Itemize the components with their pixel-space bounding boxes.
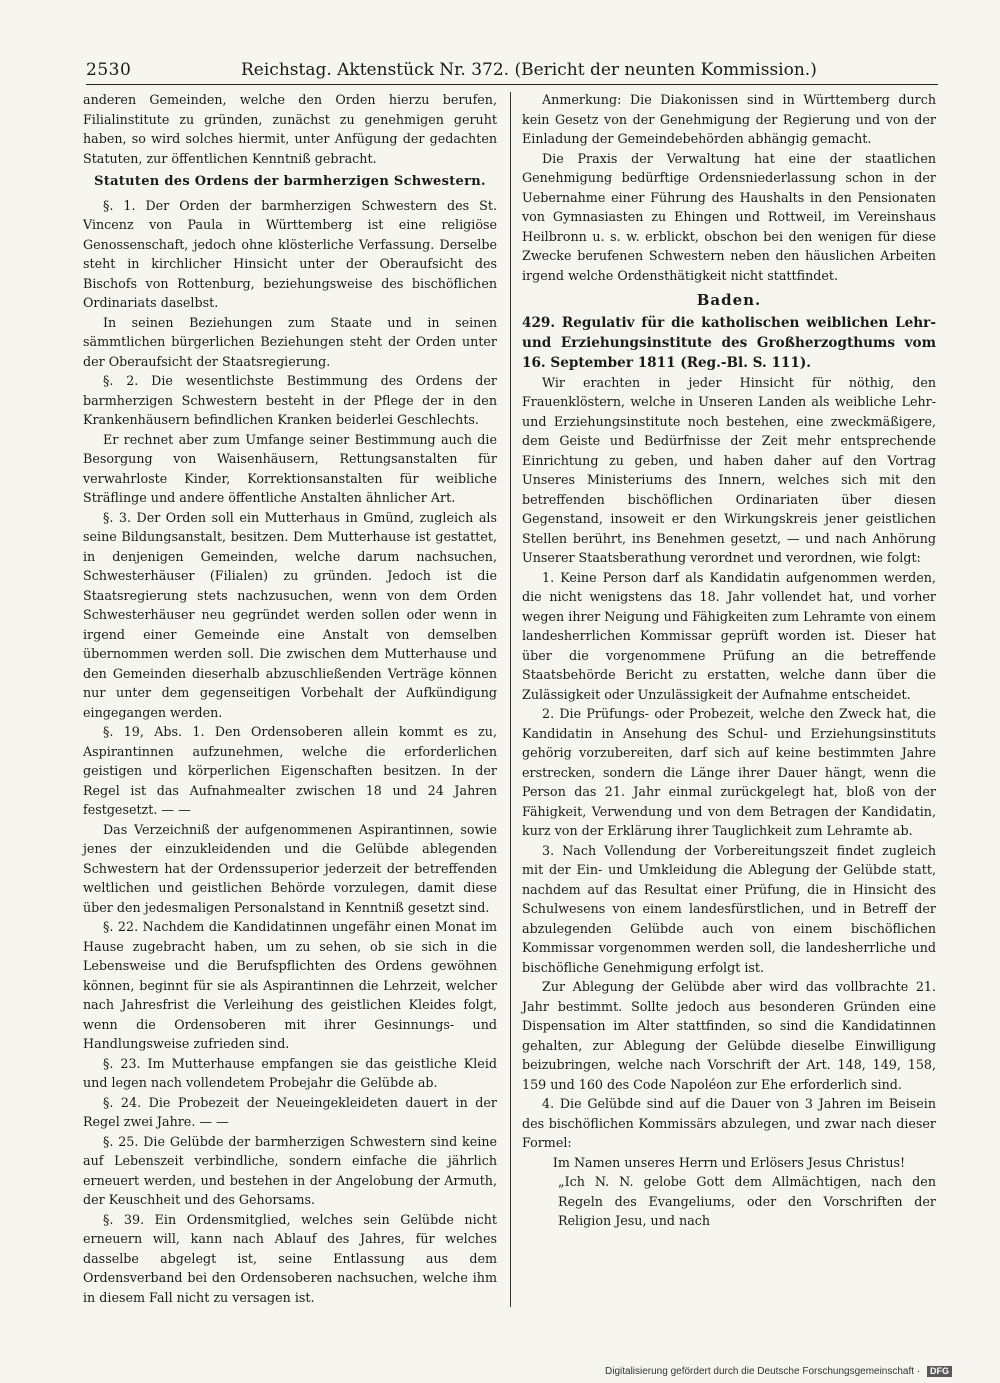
- paragraph-rule-1: 1. Keine Person darf als Kandidatin aufgenommen werden, die nicht wenigstens das 18. Jahr vollendet hat, und vorher wegen ihrer Neigung und Fähigkeiten zum Lehramte von einem landesherrlichen Kommissar geprüft worden ist. Dieser hat über die vorgenommene Prüfung an die betreffende Staatsbehörde Bericht zu erstatten, welche dann über die Zulässigkeit oder Unzulässigkeit der Aufnahme entscheidet.: [522, 569, 936, 702]
- page-number: 2530: [86, 60, 132, 80]
- paragraph-annotation: Anmerkung: Die Diakonissen sind in Württemberg durch kein Gesetz von der Genehmigung der Regierung und von der Einladung der Gemeindebehörden abhängig gemacht.: [522, 92, 936, 146]
- left-column: [83, 90, 497, 1307]
- footer-credit: Digitalisierung gefördert durch die Deutsche Forschungsgemeinschaft ·: [605, 1366, 921, 1378]
- paragraph-preamble: Wir erachten in jeder Hinsicht für nöthig, den Frauenklöstern, welche in Unseren Landen als weibliche Lehr- und Erziehungsinstitute noch bestehen, eine zweckmäßigere, dem Geiste und Bedürfnisse der Zeit mehr entsprechende Einrichtung zu geben, und haben daher auf den Vortrag Unseres Ministeriums des Innern, welches sich mit den betreffenden bischöflichen Ordinariaten über diesen Gegenstand, insoweit er den Wirkungskreis jener geistlichen Stellen berührt, ins Benehmen gesetzt, — und nach Anhörung Unserer Staatsberathung verordnet und verordnen, wie folgt:: [522, 374, 936, 565]
- paragraph-s22: §. 22. Nachdem die Kandidatinnen ungefähr einen Monat im Hause zugebracht haben, um zu sehen, ob sie sich in die Lebensweise und die Berufspflichten des Ordens gewöhnen können, beginnt für sie als Aspirantinnen die Lehrzeit, welcher nach Jahresfrist die Verleihung des geistlichen Kleides folgt, wenn die Ordensoberen mit ihrer Gesinnungs- und Handlungsweise zufrieden sind.: [83, 919, 497, 1051]
- page-header: [86, 58, 938, 84]
- formula-invocation: Im Namen unseres Herrn und Erlösers Jesus Christus!: [552, 1154, 906, 1170]
- section-heading-baden: Baden.: [696, 291, 762, 309]
- paragraph-s2-scope: Er rechnet aber zum Umfange seiner Bestimmung auch die Besorgung von Waisenhäusern, Rettungsanstalten für verwahrloste Kinder, Korrektionsanstalten für weibliche Sträflinge und andere öffentliche Anstalten ähnlicher Art.: [83, 431, 497, 505]
- intro-paragraph: anderen Gemeinden, welche den Orden hierzu berufen, Filialinstitute zu gründen, zunächst zu genehmigen geruht haben, so wird solches hiermit, unter Anfügung der gedachten Statuten, zur öffentlichen Kenntniß gebracht.: [83, 92, 497, 166]
- paragraph-s23: §. 23. Im Mutterhause empfangen sie das geistliche Kleid und legen nach vollendetem Probejahr die Gelübde ab.: [83, 1055, 497, 1090]
- paragraph-s39: §. 39. Ein Ordensmitglied, welches sein Gelübde nicht erneuern will, kann nach Ablauf des Jahres, für welches dasselbe abgelegt ist, seine Entlassung aus dem Ordensverband bei den Ordensoberen nachsuchen, welche ihm in diesem Fall nicht zu versagen ist.: [83, 1211, 497, 1305]
- paragraph-state-relations: In seinen Beziehungen zum Staate und in seinen sämmtlichen bürgerlichen Beziehungen steht der Orden unter der Oberaufsicht der Staatsregierung.: [83, 314, 497, 369]
- dfg-logo: DFG: [927, 1366, 952, 1377]
- paragraph-s1: §. 1. Der Orden der barmherzigen Schwestern des St. Vincenz von Paula in Württemberg ist eine religiöse Genossenschaft, jedoch ohne klösterliche Verfassung. Derselbe steht in kirchlicher Hinsicht unter der Oberaufsicht des Bischofs von Rottenburg, beziehungsweise des bischöflichen Ordinariats daselbst.: [83, 197, 497, 310]
- right-column: [522, 90, 936, 1231]
- paragraph-s24: §. 24. Die Probezeit der Neueingekleideten dauert in der Regel zwei Jahre. — —: [83, 1094, 497, 1129]
- paragraph-s25: §. 25. Die Gelübde der barmherzigen Schwestern sind keine auf Lebenszeit verbindliche, sondern einfache die jährlich erneuert werden, und bestehen in der Angelobung der Armuth, der Keuschheit und des Gehorsams.: [83, 1133, 497, 1207]
- regulation-heading: 429. Regulativ für die katholischen weiblichen Lehr- und Erziehungsinstitute des Großherzogthums vom 16. September 1811 (Reg.-Bl. S. 111).: [522, 314, 936, 371]
- statutes-heading: Statuten des Ordens der barmherzigen Schwestern.: [94, 174, 486, 189]
- paragraph-register: Das Verzeichniß der aufgenommenen Aspirantinnen, sowie jenes der einzukleidenden und die Gelübde ablegenden Schwestern hat der Ordenssuperior jederzeit der betreffenden weltlichen und geistlichen Behörde vorzulegen, damit diese über den jedesmaligen Personalstand in Kenntniß gesetzt sind.: [83, 821, 497, 915]
- paragraph-s19: §. 19, Abs. 1. Den Ordensoberen allein kommt es zu, Aspirantinnen aufzunehmen, welche die erforderlichen geistigen und körperlichen Eigenschaften besitzen. In der Regel ist das Aufnahmealter zwischen 18 und 24 Jahren festgesetzt. — —: [83, 724, 497, 817]
- paragraph-rule-4: 4. Die Gelübde sind auf die Dauer von 3 Jahren im Beisein des bischöflichen Kommissärs abzulegen, und zwar nach dieser Formel:: [522, 1096, 936, 1150]
- header-rule: [86, 84, 938, 85]
- formula-text: „Ich N. N. gelobe Gott dem Allmächtigen, nach den Regeln des Evangeliums, oder den Vorschriften der Religion Jesu, und nach: [558, 1174, 936, 1228]
- paragraph-rule-3: 3. Nach Vollendung der Vorbereitungszeit findet zugleich mit der Ein- und Umkleidung die Ablegung der Gelübde statt, nachdem auf das Resultat einer Prüfung, die in Hinsicht des Schulwesens von einem landesfürstlichen, und in Betreff der abzulegenden Gelübde auch von einem bischöflichen Kommissar vorgenommen werden soll, die landesherrliche und bischöfliche Genehmigung erfolgt ist.: [522, 842, 936, 975]
- page-running-title: Reichstag. Aktenstück Nr. 372. (Bericht der neunten Kommission.): [241, 60, 817, 80]
- paragraph-s3: §. 3. Der Orden soll ein Mutterhaus in Gmünd, zugleich als seine Bildungsanstalt, besitzen. Dem Mutterhause ist gestattet, in denjenigen Gemeinden, welche darum nachsuchen, Schwesterhäuser (Filialen) zu gründen. Jedoch ist die Staatsregierung stets nachzusuchen, wenn von dem Orden Schwesterhäuser neu gegründet werden sollen oder wenn in irgend einer Gemeinde eine Anstalt von demselben übernommen werden soll. Die zwischen dem Mutterhause und den Gemeinden dieserhalb abzuschließenden Verträge können nur unter dem gegenseitigen Vorbehalt der Aufkündigung eingegangen werden.: [83, 509, 497, 720]
- column-divider: [510, 92, 511, 1307]
- paragraph-administration-practice: Die Praxis der Verwaltung hat eine der staatlichen Genehmigung bedürftige Ordensniederlassung schon in der Uebernahme einer Führung des Haushalts in den Pensionaten von Gymnasiasten zu Ehingen und Rottweil, im Vereinshaus Heilbronn u. s. w. erblickt, obschon bei den wenigen für diese Zwecke berufenen Schwestern neben den häuslichen Arbeiten irgend welche Ordensthätigkeit nicht stattfindet.: [522, 150, 936, 283]
- paragraph-rule-2: 2. Die Prüfungs- oder Probezeit, welche den Zweck hat, die Kandidatin in Ansehung des Schul- und Erziehungsinstituts gehörig vorzubereiten, darf sich auf keine bestimmten Jahre erstrecken, sondern die Länge ihrer Dauer hängt, wenn die Person das 21. Jahr einmal zurückgelegt hat, bloß von der Fähigkeit, Verwendung und von dem Betragen der Kandidatin, kurz von der Erklärung ihrer Tauglichkeit zum Lehramte ab.: [522, 706, 936, 838]
- digitization-footer: [605, 1366, 952, 1377]
- paragraph-s2: §. 2. Die wesentlichste Bestimmung des Ordens der barmherzigen Schwestern besteht in der Pflege der in den Krankenhäusern befindlichen Kranken beiderlei Geschlechts.: [83, 373, 497, 427]
- paragraph-vow-age: Zur Ablegung der Gelübde aber wird das vollbrachte 21. Jahr bestimmt. Sollte jedoch aus besonderen Gründen eine Dispensation im Alter stattfinden, so sind die Kandidatinnen gehalten, zur Ablegung der Gelübde dieselbe Einwilligung beizubringen, welche nach Vorschrift der Art. 148, 149, 158, 159 und 160 des Code Napoléon zur Ehe erforderlich sind.: [522, 979, 936, 1092]
